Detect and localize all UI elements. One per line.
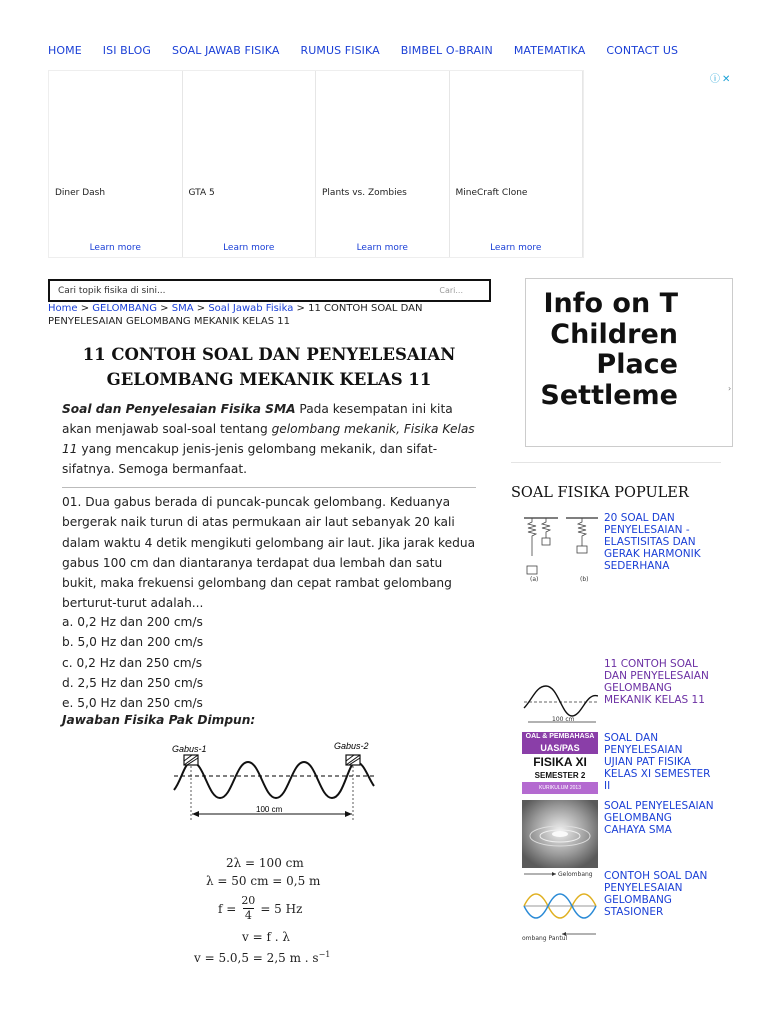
distance-label: 100 cm [256,805,283,814]
popular-post-link[interactable]: CONTOH SOAL DAN PENYELESAIAN GELOMBANG STASIONER [604,870,708,918]
thumb-caption: ombang Pantul [522,935,568,942]
option-a: a. 0,2 Hz dan 200 cm/s [62,615,203,629]
fraction-numerator: 20 [241,894,256,907]
nav-contact-us[interactable]: CONTACT US [606,44,679,57]
gabus-1-label: Gabus-1 [172,744,207,754]
intro-text-1: Pada kesempatan ini kita akan menjawab soal-soal tentang [62,402,453,436]
popular-post-link[interactable]: SOAL DAN PENYELESAIAN UJIAN PAT FISIKA KELAS XI SEMESTER II [604,732,711,792]
sidebar-ad-line: Settleme [540,380,678,411]
breadcrumb-gelombang[interactable]: GELOMBANG [92,303,157,314]
popular-post-link[interactable]: SOAL PENYELESAIAN GELOMBANG CAHAYA SMA [604,800,714,836]
ad-tile[interactable] [450,71,584,257]
math-line-5-text: v = 5.0,5 = 2,5 m . s [194,951,319,965]
breadcrumb-current: 11 CONTOH SOAL DAN PENYELESAIAN GELOMBANG MEKANIK KELAS 11 [48,303,423,327]
popular-post-link[interactable]: 20 SOAL DAN PENYELESAIAN - ELASTISITAS DAN GERAK HARMONIK SEDERHANA [604,512,701,572]
answer-options [62,612,203,713]
sidebar-ad-line: Info on T [543,289,678,319]
thumb-caption: Gelombang [558,871,593,878]
page-title: 11 CONTOH SOAL DAN PENYELESAIAN GELOMBANG MEKANIK KELAS 11 [82,345,456,389]
top-nav [48,44,699,57]
ad-tile[interactable] [49,71,183,257]
nav-rumus-fisika[interactable]: RUMUS FISIKA [300,44,380,57]
option-c: c. 0,2 Hz dan 250 cm/s [62,655,203,670]
wave-figure [170,738,380,828]
nav-home[interactable]: HOME [48,44,82,57]
math-line-2: λ = 50 cm = 0,5 m [206,874,321,888]
post-thumbnail[interactable] [522,672,598,738]
math-f-result: = 5 Hz [260,901,303,916]
math-line-4: v = f . λ [242,930,290,944]
ad-learn-more-link[interactable]: Learn more [356,243,408,253]
math-f-label: f = [218,901,237,916]
math-line-5-sup: −1 [318,950,331,959]
intro-bold: Soal dan Penyelesaian Fisika SMA [62,402,296,416]
ad-tile[interactable] [316,71,450,257]
intro-italic: gelombang mekanik, Fisika Kelas 11 [62,422,475,456]
breadcrumb-sep: > [77,303,93,314]
math-line-3 [218,894,302,923]
popular-post-link[interactable]: 11 CONTOH SOAL DAN PENYELESAIAN GELOMBANG MEKANIK KELAS 11 [604,658,709,706]
ad-strip [48,70,584,258]
breadcrumb-sep: > [193,303,209,314]
post-thumbnail[interactable] [522,732,598,798]
breadcrumb-sep: > [157,303,172,314]
ad-tile-name: Plants vs. Zombies [322,188,407,198]
post-thumbnail[interactable] [522,870,598,942]
sidebar-ad[interactable] [525,278,733,447]
breadcrumb-sma[interactable]: SMA [171,303,194,314]
ad-close-icon[interactable]: ✕ [722,74,731,85]
thumb-line: KURIKULUM 2013 [522,782,598,794]
ad-tile-name: Diner Dash [55,188,106,198]
thumb-line: UAS/PAS [522,742,598,754]
answer-label: Jawaban Fisika Pak Dimpun: [62,713,256,727]
ad-learn-more-link[interactable]: Learn more [223,243,275,253]
search-box [48,279,491,302]
fraction-denominator: 4 [244,909,252,922]
thumb-caption-a: (a) [530,576,539,582]
ad-tile[interactable] [183,71,317,257]
question-text: 01. Dua gabus berada di puncak-puncak gelombang. Keduanya bergerak naik turun di atas permukaan air laut sebanyak 20 kali dalam waktu 4 detik mengikuti gelombang air laut. Jika jarak kedua gabus 100 cm dan diantaranya terdapat dua lembah dan satu bukit, maka frekuensi gelombang dan cepat rambat gelombang berturut-turut adalah... [62,495,476,611]
ad-info-icon[interactable]: ⓘ [710,74,720,85]
ad-learn-more-link[interactable]: Learn more [89,243,141,253]
thumb-line: SEMESTER 2 [534,771,586,780]
math-line-5 [194,950,330,965]
breadcrumb-home[interactable]: Home [48,303,78,314]
search-button[interactable]: Cari... [439,286,463,295]
gabus-2-label: Gabus-2 [334,741,369,751]
option-e: e. 5,0 Hz dan 250 cm/s [62,696,203,711]
sidebar-divider [511,462,721,463]
nav-matematika[interactable]: MATEMATIKA [513,44,586,57]
sidebar-ad-text [526,289,678,411]
option-d: d. 2,5 Hz dan 250 cm/s [62,675,204,690]
ad-learn-more-link[interactable]: Learn more [490,243,542,253]
post-thumbnail[interactable] [522,800,598,880]
math-fraction [241,894,255,923]
post-thumbnail[interactable] [522,512,598,582]
thumb-line: FISIKA XI [533,755,587,769]
thumb-caption: 100 cm [552,716,575,723]
breadcrumb-soal-jawab[interactable]: Soal Jawab Fisika [208,303,294,314]
search-input[interactable]: Cari topik fisika di sini... [58,285,166,296]
article-intro [62,399,476,479]
divider [62,487,476,488]
intro-text-2: yang mencakup jenis-jenis gelombang mekanik, dan sifat-sifatnya. Semoga bermanfaat. [62,442,438,476]
breadcrumb-sep: > [293,303,309,314]
ad-marker-icon: › [728,384,732,393]
math-line-1: 2λ = 100 cm [226,856,304,870]
ad-choices [710,70,730,85]
thumb-caption-b: (b) [580,576,589,582]
sidebar-ad-line: Children [550,319,678,350]
breadcrumb [48,302,478,328]
nav-isi-blog[interactable]: ISI BLOG [102,44,152,57]
popular-heading: SOAL FISIKA POPULER [511,485,689,501]
ad-tile-name: GTA 5 [188,188,215,198]
nav-bimbel[interactable]: BIMBEL O-BRAIN [400,44,493,57]
ad-tile-name: MineCraft Clone [455,188,528,198]
thumb-line: OAL & PEMBAHASA [522,732,598,742]
nav-soal-jawab-fisika[interactable]: SOAL JAWAB FISIKA [172,44,280,57]
sidebar-ad-line: Place [596,350,678,380]
option-b: b. 5,0 Hz dan 200 cm/s [62,635,204,650]
